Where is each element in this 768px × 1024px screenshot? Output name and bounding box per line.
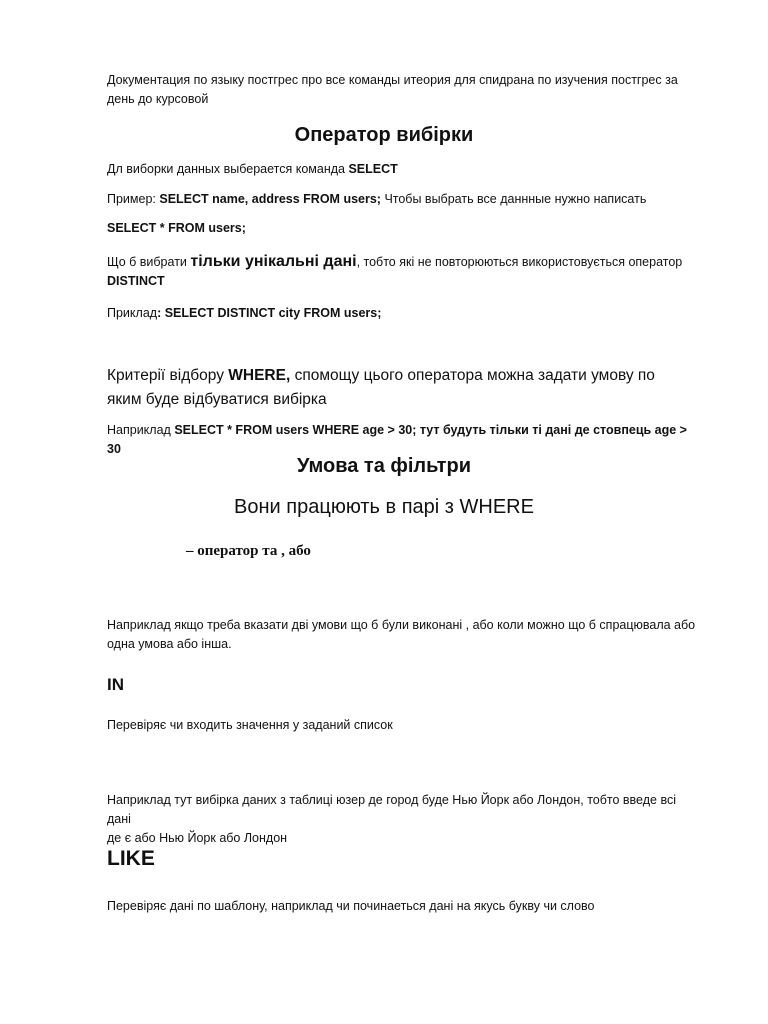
select-intro-paragraph — [107, 160, 697, 179]
select-example-code: SELECT name, address FROM users; — [159, 192, 381, 206]
filters-example-paragraph — [107, 616, 697, 654]
select-example-paragraph — [107, 190, 697, 209]
heading-conditions-filters: Умова та фільтри — [297, 455, 471, 477]
distinct-example-code: : SELECT DISTINCT city FROM users; — [157, 306, 382, 320]
select-all-code: SELECT * FROM users; — [107, 221, 246, 235]
where-prefix: Критерії відбору — [107, 367, 229, 384]
distinct-command: DISTINCT — [107, 274, 165, 288]
where-example-prefix: Наприклад — [107, 423, 175, 437]
distinct-paragraph — [107, 252, 697, 291]
distinct-suffix: , тобто які не повторюються використовується оператор — [356, 255, 683, 269]
intro-line-1: Документация по языку постгрес про все команды итеория для спидрана по изучения постгрес за — [107, 73, 678, 87]
select-all-paragraph — [107, 219, 697, 238]
select-example-suffix: Чтобы выбрать все даннные нужно написать — [380, 192, 647, 206]
select-example-prefix: Пример: — [107, 192, 160, 206]
filters-example-line-2: одна умова або інша. — [107, 637, 232, 651]
filters-example-line-1: Наприклад якщо треба вказати дві умови що б були виконані , або коли можно що б спрацювала або — [107, 618, 696, 632]
distinct-example-prefix: Приклад — [107, 306, 158, 320]
heading-select-operator: Оператор вибірки — [294, 124, 474, 146]
heading-in: IN — [107, 675, 124, 694]
where-example-code: SELECT * FROM users WHERE age > 30; тут будуть тільки ті дані де стовпець age > 30 — [107, 423, 687, 456]
intro-line-2: день до курсовой — [107, 92, 209, 106]
logical-operators-line: – оператор та , або — [186, 543, 311, 559]
heading-like: LIKE — [107, 847, 155, 870]
where-line-2: яким буде відбуватися вибірка — [107, 391, 327, 408]
distinct-prefix: Що б вибрати — [107, 255, 191, 269]
subheading-pair-with-where: Вони працюють в парі з WHERE — [234, 496, 534, 518]
where-paragraph — [107, 364, 697, 412]
distinct-example-paragraph — [107, 304, 697, 323]
select-command: SELECT — [348, 162, 398, 176]
where-suffix: спомощу цього оператора можна задати умову по — [290, 367, 655, 384]
like-description: Перевіряє дані по шаблону, наприклад чи починаеться дані на якусь букву чи слово — [107, 899, 595, 913]
distinct-emphasis: тільки унікальні дані — [190, 253, 357, 270]
select-intro-text: Дл виборки данных выберается команда — [107, 162, 349, 176]
where-keyword: WHERE, — [228, 367, 291, 384]
in-description: Перевіряє чи входить значення у заданий список — [107, 718, 393, 732]
in-example-paragraph — [107, 791, 697, 848]
intro-paragraph — [107, 71, 697, 109]
in-example-line-1: Наприклад тут вибірка даних з таблиці юзер де город буде Нью Йорк або Лондон, тобто введе всі дані — [107, 793, 676, 826]
in-example-line-2: де є або Нью Йорк або Лондон — [107, 831, 288, 845]
